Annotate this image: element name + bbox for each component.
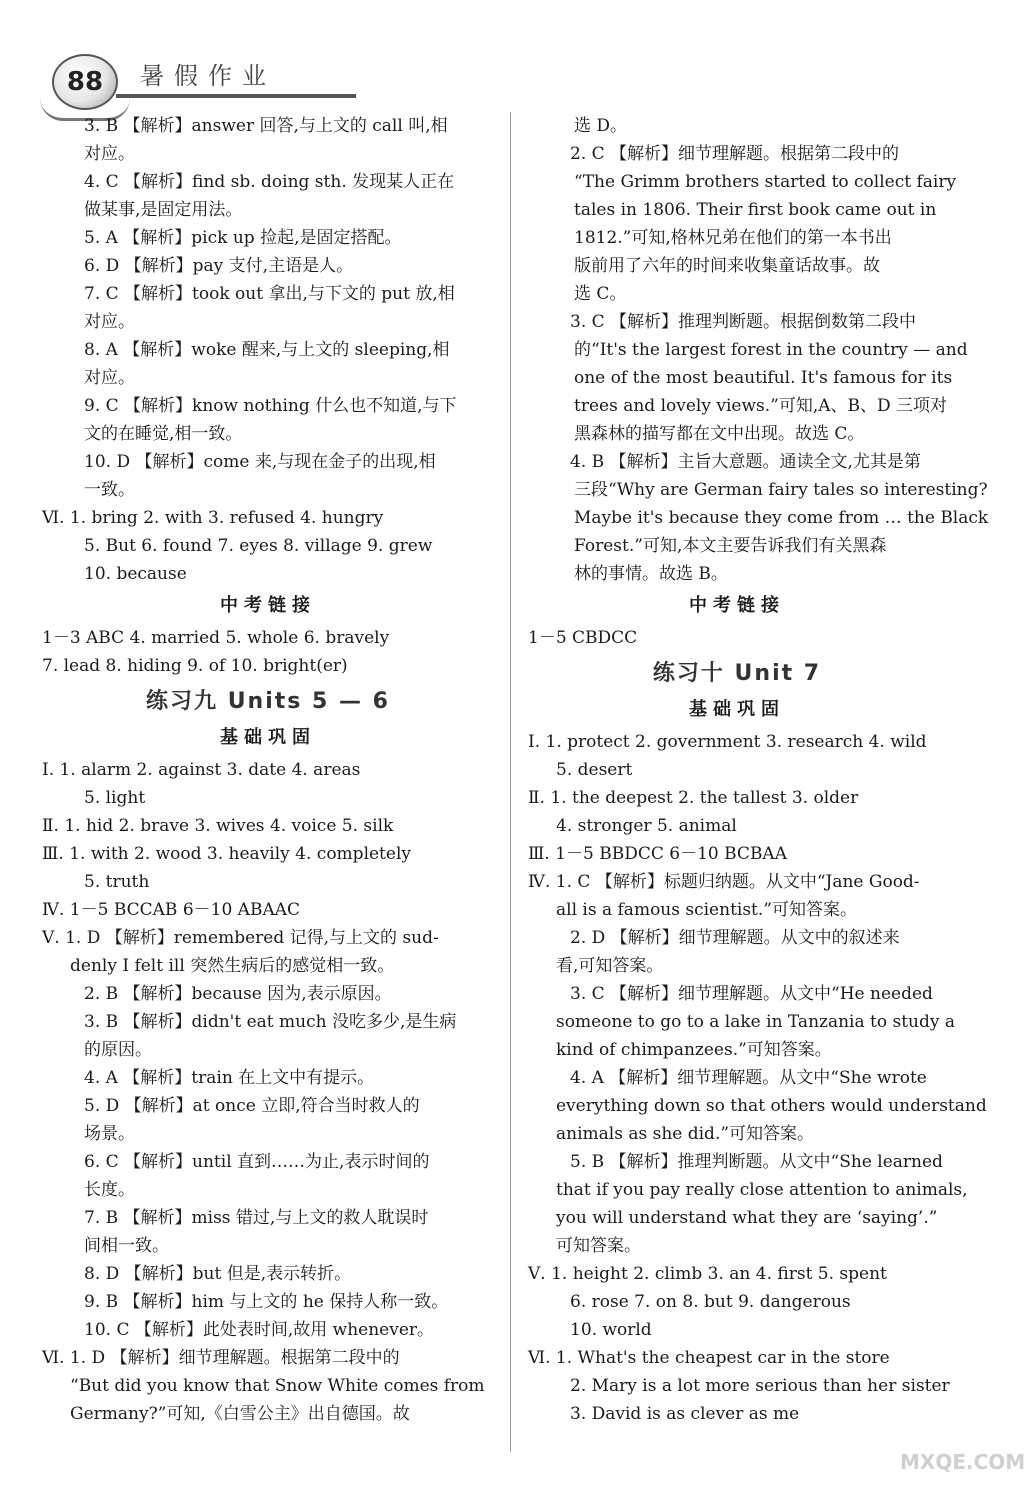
watermark: MXQE.COM: [900, 1450, 1025, 1474]
column-divider: [510, 112, 511, 1452]
header-title: 暑假作业: [140, 62, 276, 90]
right-answer-line: someone to go to a lake in Tanzania to study a: [556, 1012, 956, 1032]
right-column: [528, 112, 989, 1428]
section-heading: 中考链接: [689, 595, 785, 616]
left-answer-line: 3. B 【解析】didn't eat much 没吃多少,是生病: [84, 1012, 457, 1032]
right-answer-line: 选 C。: [574, 284, 627, 304]
right-answer-line: Ⅰ. 1. protect 2. government 3. research 4. wild: [528, 732, 927, 752]
right-answer-line: 6. rose 7. on 8. but 9. dangerous: [570, 1292, 851, 1312]
right-answer-line: 看,可知答案。: [556, 956, 664, 976]
left-answer-line: 10. because: [84, 564, 187, 584]
right-answer-line: 5. desert: [556, 760, 633, 780]
left-answer-line: 7. B 【解析】miss 错过,与上文的救人耽误时: [84, 1208, 429, 1228]
section-heading: 基础巩固: [689, 699, 785, 720]
left-answer-line: 一致。: [84, 480, 135, 500]
right-answer-line: Ⅱ. 1. the deepest 2. the tallest 3. older: [528, 788, 859, 808]
left-answer-line: Ⅱ. 1. hid 2. brave 3. wives 4. voice 5. silk: [42, 816, 394, 836]
right-answer-line: Ⅵ. 1. What's the cheapest car in the store: [528, 1348, 890, 1368]
left-answer-line: 10. C 【解析】此处表时间,故用 whenever。: [84, 1320, 435, 1340]
right-answer-line: kind of chimpanzees.”可知答案。: [556, 1040, 832, 1060]
left-answer-line: denly I felt ill 突然生病后的感觉相一致。: [70, 956, 395, 976]
left-answer-line: Ⅰ. 1. alarm 2. against 3. date 4. areas: [42, 760, 361, 780]
left-answer-line: Ⅵ. 1. D 【解析】细节理解题。根据第二段中的: [42, 1348, 400, 1368]
right-answer-line: 1－5 CBDCC: [528, 628, 638, 648]
left-answer-line: 8. D 【解析】but 但是,表示转折。: [84, 1264, 352, 1284]
right-answer-line: 2. C 【解析】细节理解题。根据第二段中的: [570, 144, 900, 164]
page-number: 88: [52, 54, 118, 110]
right-answer-line: animals as she did.”可知答案。: [556, 1124, 815, 1144]
left-answer-line: 5. D 【解析】at once 立即,符合当时救人的: [84, 1096, 420, 1116]
left-answer-line: 对应。: [84, 144, 135, 164]
right-answer-line: you will understand what they are ‘saying’.”: [556, 1208, 938, 1228]
left-column: [42, 112, 494, 1428]
right-answer-line: 4. stronger 5. animal: [556, 816, 737, 836]
left-answer-line: 对应。: [84, 312, 135, 332]
right-answer-line: 林的事情。故选 B。: [574, 564, 728, 584]
left-answer-line: 长度。: [84, 1180, 135, 1200]
left-answer-line: 7. lead 8. hiding 9. of 10. bright(er): [42, 656, 348, 676]
right-answer-line: 三段“Why are German fairy tales so interesting?: [574, 480, 988, 500]
left-answer-line: 8. A 【解析】woke 醒来,与上文的 sleeping,相: [84, 340, 450, 360]
right-answer-line: all is a famous scientist.”可知答案。: [556, 900, 857, 920]
right-answer-line: 2. Mary is a lot more serious than her sister: [570, 1376, 950, 1396]
left-answer-line: 10. D 【解析】come 来,与现在金子的出现,相: [84, 452, 436, 472]
right-answer-line: “The Grimm brothers started to collect fairy: [574, 172, 957, 192]
left-answer-line: Ⅴ. 1. D 【解析】remembered 记得,与上文的 sud-: [42, 928, 439, 948]
left-answer-line: Ⅲ. 1. with 2. wood 3. heavily 4. completely: [42, 844, 411, 864]
right-answer-line: trees and lovely views.”可知,A、B、D 三项对: [574, 396, 948, 416]
right-answer-line: one of the most beautiful. It's famous for its: [574, 368, 953, 388]
left-answer-line: 5. But 6. found 7. eyes 8. village 9. grew: [84, 536, 433, 556]
left-answer-line: 做某事,是固定用法。: [84, 200, 243, 220]
left-answer-line: 文的在睡觉,相一致。: [84, 424, 243, 444]
left-answer-line: “But did you know that Snow White comes from: [70, 1376, 485, 1396]
right-answer-line: 10. world: [570, 1320, 652, 1340]
exercise-title: 练习十 Unit 7: [652, 661, 822, 686]
left-answer-line: 3. B 【解析】answer 回答,与上文的 call 叫,相: [84, 116, 448, 136]
right-answer-line: everything down so that others would understand: [556, 1096, 987, 1116]
left-answer-line: 5. truth: [84, 872, 150, 892]
section-heading: 中考链接: [220, 595, 316, 616]
left-answer-line: 9. B 【解析】him 与上文的 he 保持人称一致。: [84, 1292, 449, 1312]
right-answer-line: Ⅲ. 1－5 BBDCC 6－10 BCBAA: [528, 844, 787, 864]
left-answer-line: 5. A 【解析】pick up 捡起,是固定搭配。: [84, 228, 402, 248]
right-answer-line: Maybe it's because they come from … the Black: [574, 508, 989, 528]
left-answer-line: 4. C 【解析】find sb. doing sth. 发现某人正在: [84, 172, 455, 192]
left-answer-line: Ⅵ. 1. bring 2. with 3. refused 4. hungry: [42, 508, 384, 528]
right-answer-line: 4. B 【解析】主旨大意题。通读全文,尤其是第: [570, 452, 921, 472]
right-answer-line: 1812.”可知,格林兄弟在他们的第一本书出: [574, 228, 892, 248]
right-answer-line: 版前用了六年的时间来收集童话故事。故: [574, 256, 880, 276]
right-answer-line: 2. D 【解析】细节理解题。从文中的叙述来: [570, 928, 900, 948]
right-answer-line: 选 D。: [574, 116, 628, 136]
exercise-title: 练习九 Units 5 — 6: [146, 689, 390, 714]
left-answer-line: 1－3 ABC 4. married 5. whole 6. bravely: [42, 628, 390, 648]
right-answer-line: 4. A 【解析】细节理解题。从文中“She wrote: [570, 1068, 927, 1088]
left-answer-line: 6. C 【解析】until 直到……为止,表示时间的: [84, 1152, 430, 1172]
left-answer-line: 7. C 【解析】took out 拿出,与下文的 put 放,相: [84, 284, 455, 304]
right-answer-line: 黑森林的描写都在文中出现。故选 C。: [574, 424, 865, 444]
left-answer-line: 场景。: [84, 1124, 135, 1144]
left-answer-line: 6. D 【解析】pay 支付,主语是人。: [84, 256, 354, 276]
left-answer-line: 5. light: [84, 788, 146, 808]
left-answer-line: 的原因。: [84, 1040, 152, 1060]
left-answer-line: 间相一致。: [84, 1236, 169, 1256]
left-answer-line: 9. C 【解析】know nothing 什么也不知道,与下: [84, 396, 457, 416]
right-answer-line: 可知答案。: [556, 1236, 641, 1256]
left-answer-line: Germany?”可知,《白雪公主》出自德国。故: [70, 1404, 410, 1424]
right-answer-line: Forest.”可知,本文主要告诉我们有关黑森: [574, 536, 887, 556]
left-answer-line: 对应。: [84, 368, 135, 388]
right-answer-line: 3. David is as clever as me: [570, 1404, 800, 1424]
right-answer-line: Ⅴ. 1. height 2. climb 3. an 4. first 5. spent: [528, 1264, 887, 1284]
right-answer-line: 的“It's the largest forest in the country — and: [574, 340, 968, 360]
right-answer-line: 3. C 【解析】推理判断题。根据倒数第二段中: [570, 312, 917, 332]
right-answer-line: Ⅳ. 1. C 【解析】标题归纳题。从文中“Jane Good-: [528, 872, 920, 892]
header-rule: [116, 94, 356, 98]
left-answer-line: 2. B 【解析】because 因为,表示原因。: [84, 984, 392, 1004]
right-answer-line: that if you pay really close attention to animals,: [556, 1180, 968, 1200]
left-answer-line: Ⅳ. 1－5 BCCAB 6－10 ABAAC: [42, 900, 301, 920]
section-heading: 基础巩固: [220, 727, 316, 748]
left-answer-line: 4. A 【解析】train 在上文中有提示。: [84, 1068, 375, 1088]
right-answer-line: 3. C 【解析】细节理解题。从文中“He needed: [570, 984, 933, 1004]
right-answer-line: 5. B 【解析】推理判断题。从文中“She learned: [570, 1152, 943, 1172]
right-answer-line: tales in 1806. Their first book came out in: [574, 200, 937, 220]
